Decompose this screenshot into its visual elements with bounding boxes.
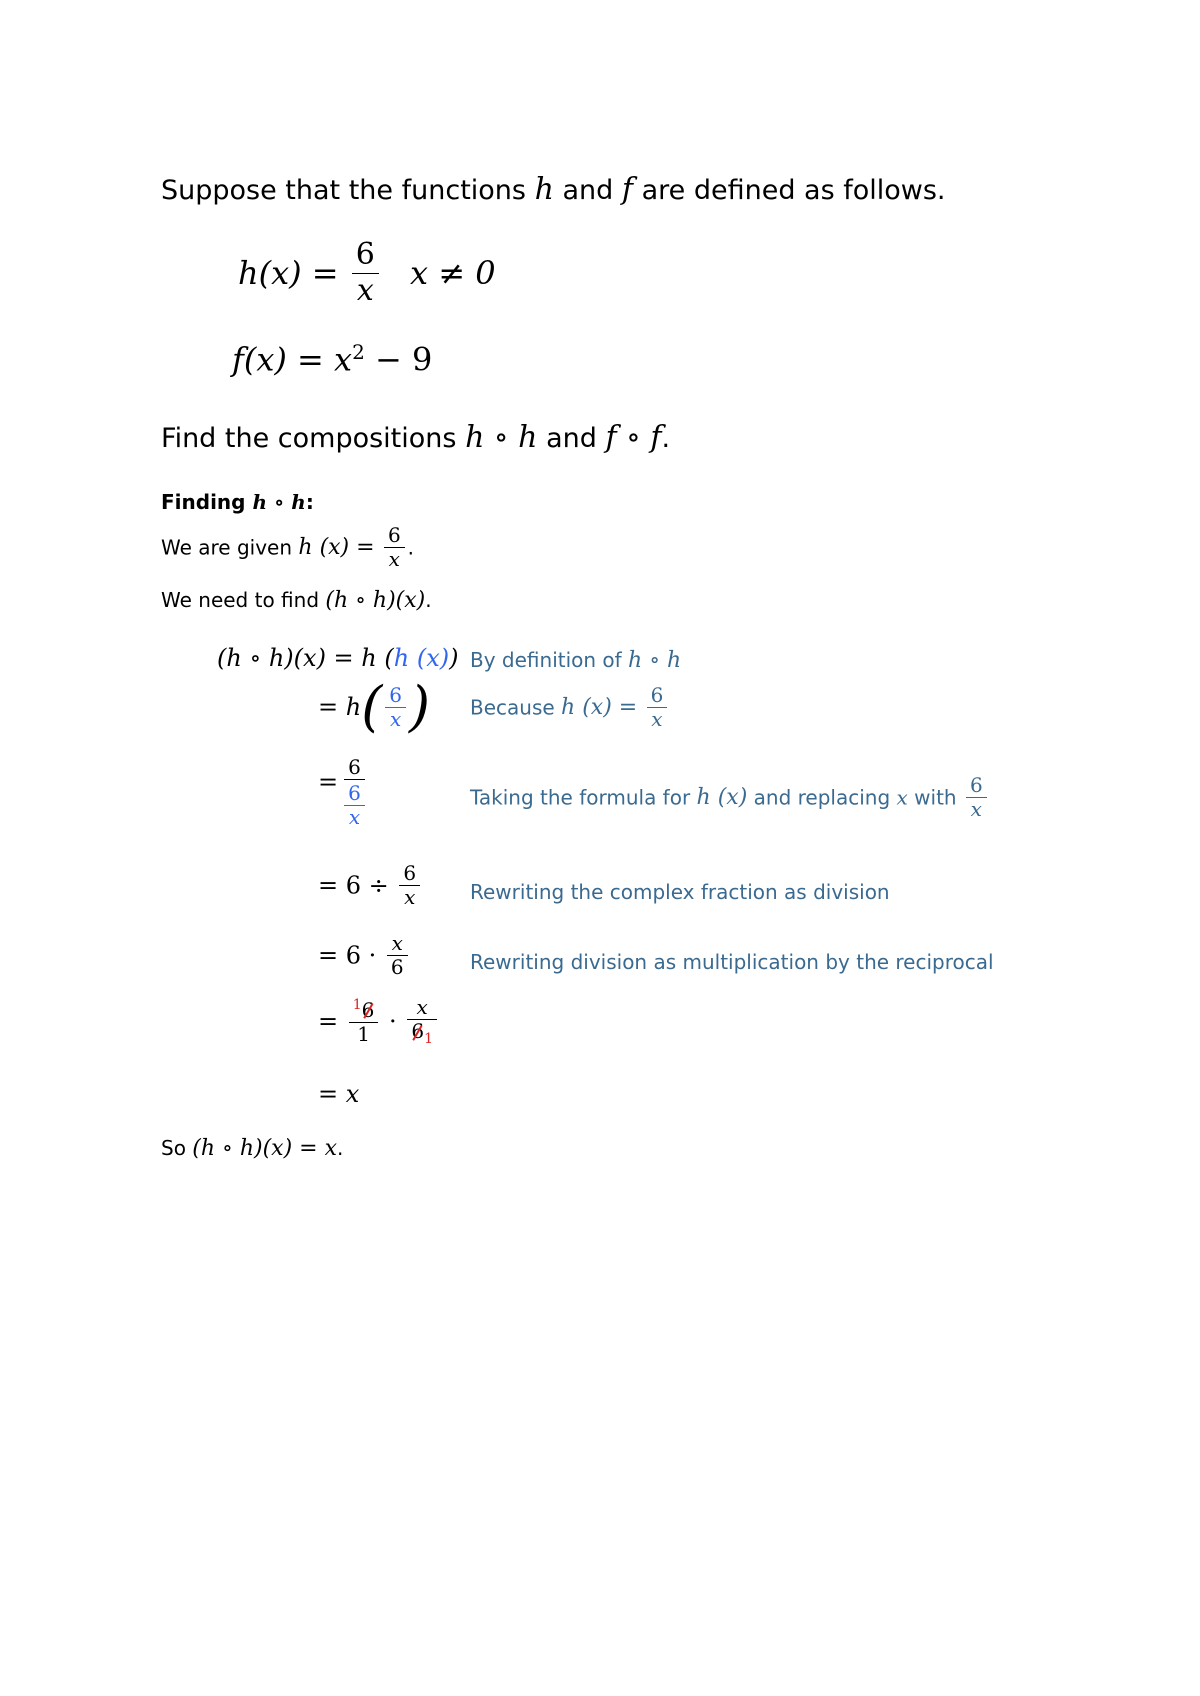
task-and: and	[546, 423, 597, 454]
h-def-condition: x ≠ 0	[410, 254, 496, 292]
cancel-small-2: 1	[424, 1031, 433, 1047]
intro-prefix: Suppose that the functions	[161, 175, 526, 206]
need-line	[161, 588, 432, 613]
h-def-lhs: h(x) =	[238, 254, 339, 292]
step-4-expr: = 6 ÷ $\frac{6}{x}$	[318, 862, 423, 909]
finding-colon: :	[305, 490, 314, 514]
task-prefix: Find the compositions	[161, 423, 457, 454]
task-period: .	[661, 423, 671, 454]
finding-expr: h ∘ h	[252, 490, 306, 514]
given-prefix: We are given	[161, 535, 299, 560]
cancel-small-1: 1	[352, 997, 362, 1014]
given-line	[161, 524, 414, 571]
intro-and: and	[562, 175, 614, 206]
step-2-fraction: $\frac{6}{x}$	[385, 684, 406, 731]
step-1-inner: h (x)	[393, 644, 450, 672]
step-3-note: Taking the formula for h (x) and replacing x with $\frac{6}{x}$	[470, 774, 990, 821]
intro-h: h	[534, 172, 554, 207]
intro-line	[161, 172, 946, 207]
step-1-note: By definition of h ∘ h	[470, 648, 682, 673]
need-period: .	[425, 588, 432, 612]
definition-h	[238, 238, 496, 308]
step-6-expr: = $\frac{^16}{1}$ · $\frac{x}{6_1}$	[318, 996, 440, 1047]
cancelled-six-den: 6	[411, 1019, 425, 1043]
f-def-lhs: f(x) = x	[232, 340, 353, 379]
intro-f: f	[621, 172, 633, 207]
task-hoh: h ∘ h	[465, 420, 538, 455]
step-5-expr: = 6 · $\frac{x}{6}$	[318, 932, 411, 979]
h-def-num: 6	[355, 237, 375, 272]
finding-heading	[161, 490, 314, 514]
h-def-den: x	[356, 272, 374, 308]
step-5-note: Rewriting division as multiplication by the reciprocal	[470, 950, 994, 974]
step-2-expr: = h( $\frac{6}{x}$ )	[318, 675, 431, 738]
step-2-note: Because h (x) = $\frac{6}{x}$	[470, 684, 670, 731]
f-def-exponent: 2	[352, 340, 365, 364]
f-def-rest: − 9	[364, 340, 433, 379]
given-fraction	[384, 524, 405, 571]
conclusion-line: So (h ∘ h)(x) = x.	[161, 1136, 344, 1161]
need-expr: (h ∘ h)(x)	[325, 588, 426, 613]
given-num: 6	[387, 523, 401, 547]
definition-f	[232, 340, 432, 379]
given-den: x	[388, 547, 400, 571]
need-prefix: We need to find	[161, 588, 326, 612]
step-1-expr: (h ∘ h)(x) = h (h (x))	[217, 644, 459, 672]
step-7-expr: = x	[318, 1080, 360, 1108]
task-fof: f ∘ f	[605, 420, 662, 455]
step-4-note: Rewriting the complex fraction as division	[470, 880, 890, 904]
finding-label: Finding	[161, 490, 253, 514]
task-line	[161, 420, 670, 455]
given-lhs: h (x) =	[298, 535, 375, 560]
step-3-complex-fraction: $\frac{6}{\frac{6}{x}}$	[344, 756, 365, 829]
cancelled-six-num: 6	[361, 997, 375, 1022]
conclusion-expr: (h ∘ h)(x) = x	[192, 1136, 337, 1161]
h-def-fraction	[352, 238, 379, 308]
step-3-expr: = $\frac{6}{\frac{6}{x}}$	[318, 756, 368, 829]
given-period: .	[407, 535, 415, 560]
intro-suffix: are defined as follows.	[641, 175, 946, 206]
